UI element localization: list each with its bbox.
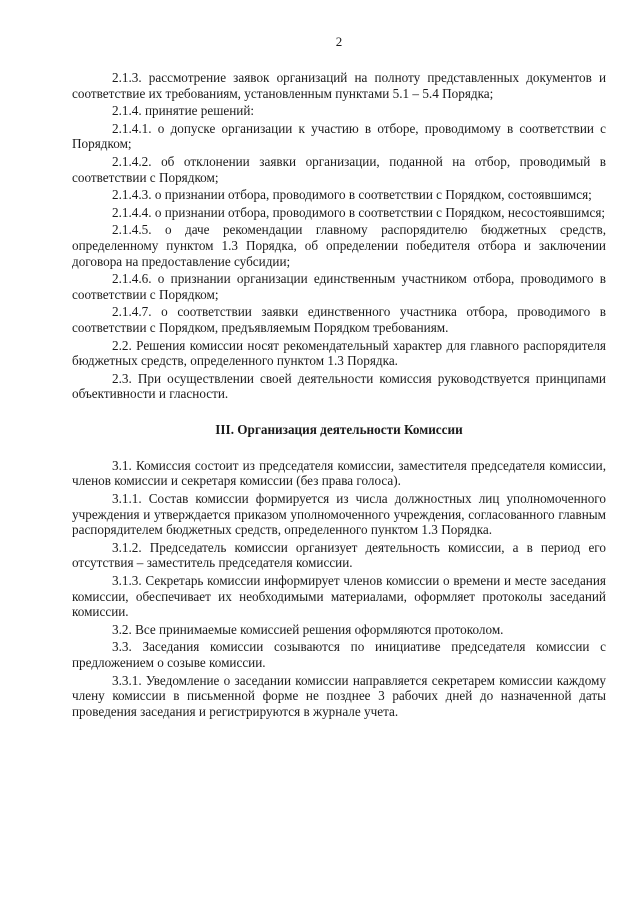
paragraph-3-2: 3.2. Все принимаемые комиссией решения оформляются протоколом. xyxy=(112,621,504,637)
paragraph-2-1-3: 2.1.3. рассмотрение заявок организаций на полноту представленных документов и соответствие их требованиям, установленным пунктами 5.1 – 5.4 Порядка; xyxy=(72,70,606,101)
paragraph-3-1-1: 3.1.1. Состав комиссии формируется из числа должностных лиц уполномоченного учреждения и утверждается приказом уполномоченного учреждения, согласованного главным распорядителем бюджетных средств, определенного пунктом 1.3 Порядка. xyxy=(72,491,606,538)
paragraph-2-1-4: 2.1.4. принятие решений: xyxy=(112,103,255,119)
paragraph-3-1: 3.1. Комиссия состоит из председателя комиссии, заместителя председателя комиссии, членов комиссии и секретаря комиссии (без права голоса). xyxy=(72,457,606,489)
paragraph-3-1-3: 3.1.3. Секретарь комиссии информирует членов комиссии о времени и месте заседания комиссии, обеспечивает их необходимыми материалами, оформляет протоколы заседаний комиссии. xyxy=(72,573,606,620)
paragraph-2-1-4-6: 2.1.4.6. о признании организации единственным участником отбора, проводимого в соответствии с Порядком; xyxy=(72,271,606,302)
paragraph-2-2: 2.2. Решения комиссии носят рекомендательный характер для главного распорядителя бюджетных средств, определенного пунктом 1.3 Порядка. xyxy=(72,337,606,369)
paragraph-3-1-2: 3.1.2. Председатель комиссии организует деятельность комиссии, а в период его отсутствия – заместитель председателя комиссии. xyxy=(72,539,606,571)
paragraph-2-1-4-4: 2.1.4.4. о признании отбора, проводимого в соответствии с Порядком, несостоявшимся; xyxy=(112,204,606,220)
paragraph-3-3-1: 3.3.1. Уведомление о заседании комиссии направляется секретарем комиссии каждому члену комиссии в письменной форме не позднее 3 рабочих дней до назначенной даты проведения заседания и регистрируются в журнале учета. xyxy=(72,672,606,719)
section-heading: III. Организация деятельности Комиссии xyxy=(215,421,463,437)
paragraph-3-3: 3.3. Заседания комиссии созываются по инициативе председателя комиссии с предложением о созыве комиссии. xyxy=(72,639,606,670)
section-two-body xyxy=(72,70,606,402)
paragraph-2-1-4-2: 2.1.4.2. об отклонении заявки организации, поданной на отбор, проводимый в соответствии с Порядком; xyxy=(72,153,606,185)
paragraph-2-1-4-5: 2.1.4.5. о даче рекомендации главному распорядителю бюджетных средств, определенному пунктом 1.3 Порядка, об определении победителя отбора и заключении договора на предоставление субсидии; xyxy=(72,222,606,269)
paragraph-2-1-4-1: 2.1.4.1. о допуске организации к участию в отборе, проводимому в соответствии с Порядком; xyxy=(72,120,606,152)
section-three-body xyxy=(72,458,606,720)
paragraph-2-1-4-7: 2.1.4.7. о соответствии заявки единственного участника отбора, проводимого в соответствии с Порядком, предъявляемым Порядком требованиям. xyxy=(72,304,606,335)
page-number: 2 xyxy=(335,34,343,49)
paragraph-2-1-4-3: 2.1.4.3. о признании отбора, проводимого в соответствии с Порядком, состоявшимся; xyxy=(112,187,592,203)
paragraph-2-3: 2.3. При осуществлении своей деятельности комиссия руководствуется принципами объективности и гласности. xyxy=(72,370,606,402)
